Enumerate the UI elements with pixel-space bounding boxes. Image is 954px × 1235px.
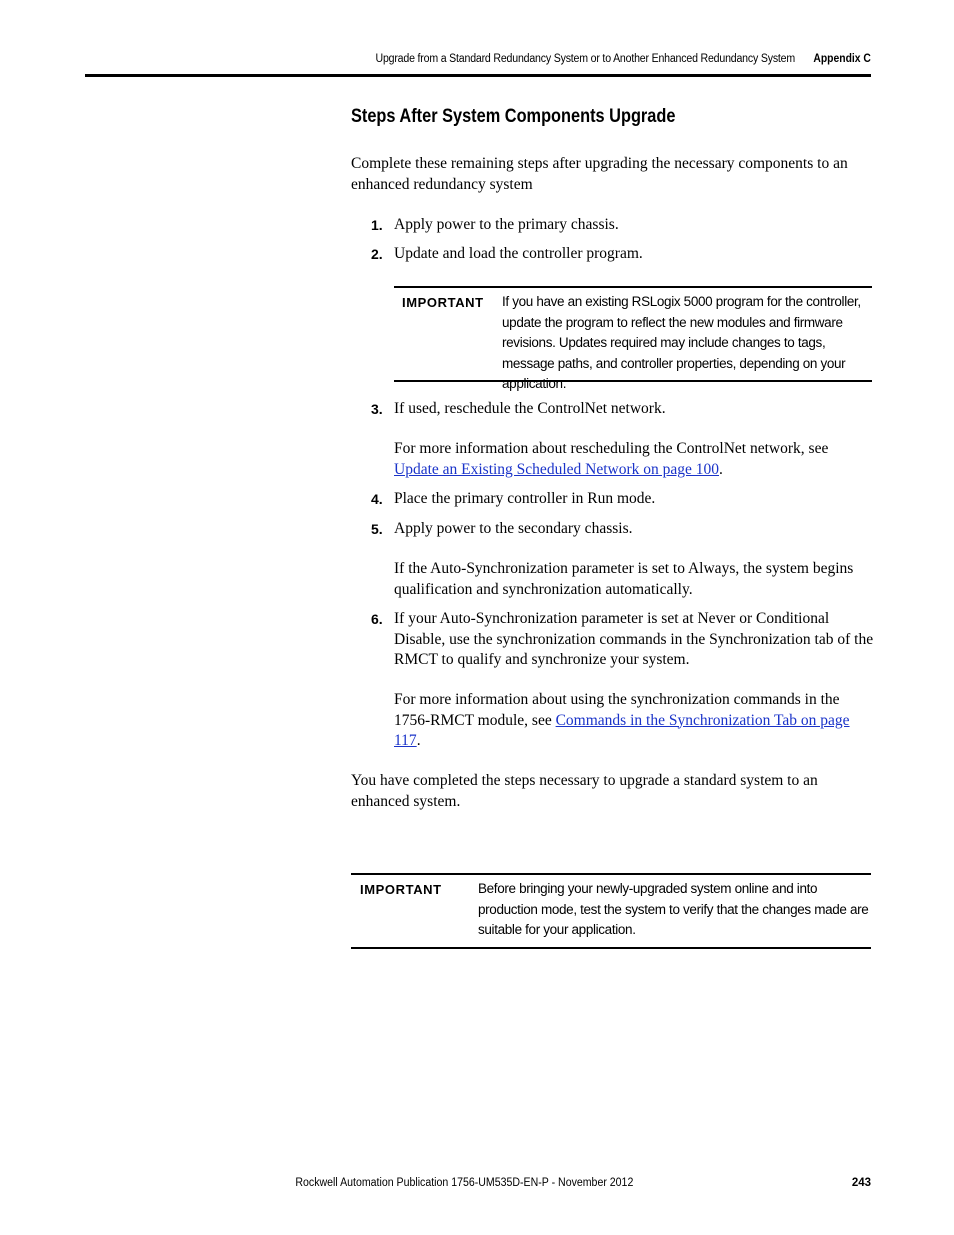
header-title: Upgrade from a Standard Redundancy System or to Another Enhanced Redundancy System <box>375 53 795 65</box>
step-number: 6. <box>371 611 383 627</box>
step-text: If used, reschedule the ControlNet network. <box>394 400 666 417</box>
more-info-text: For more information about rescheduling the ControlNet network, see <box>394 440 829 457</box>
header-appendix: Appendix C <box>813 53 871 65</box>
important-text: Before bringing your newly-upgraded system online and into production mode, test the system to verify that the changes made are suitable for your application. <box>478 881 869 937</box>
step-number: 5. <box>371 521 383 537</box>
step-6-more-info <box>394 690 872 752</box>
more-info-text: For more information about using the synchronization commands in the 1756-RMCT module, see <box>394 691 840 729</box>
step-5-more-info: If the Auto-Synchronization parameter is set to Always, the system begins qualification and synchronization automatically. <box>394 560 854 598</box>
important-note <box>351 873 871 949</box>
cross-reference-link[interactable]: Commands in the Synchronization Tab on page 117 <box>394 711 850 749</box>
step-text: Apply power to the primary chassis. <box>394 216 619 233</box>
step-number: 4. <box>371 491 383 507</box>
section-title: Steps After System Components Upgrade <box>351 106 676 127</box>
header-rule <box>85 74 871 77</box>
step-3-more-info <box>394 439 872 480</box>
page-footer <box>0 1176 871 1194</box>
step-number: 2. <box>371 246 383 262</box>
step-text: Update and load the controller program. <box>394 245 643 262</box>
step-number: 1. <box>371 217 383 233</box>
page-number: 243 <box>851 1177 871 1189</box>
intro-paragraph: Complete these remaining steps after upgrading the necessary components to an enhanced redundancy system <box>351 155 848 193</box>
page-header <box>0 52 871 70</box>
important-text: If you have an existing RSLogix 5000 program for the controller, update the program to reflect the new modules and firmware revisions. Updates required may include changes to tags, message paths, and controller properties, depending on your application. <box>502 294 861 391</box>
more-info-suffix: . <box>719 460 723 478</box>
step-number: 3. <box>371 401 383 417</box>
conclusion-paragraph: You have completed the steps necessary to upgrade a standard system to an enhanced system. <box>351 772 818 810</box>
important-label: IMPORTANT <box>402 295 484 310</box>
more-info-suffix: . <box>416 732 421 749</box>
step-text: If your Auto-Synchronization parameter is set at Never or Conditional Disable, use the synchronization commands in the Synchronization tab of the RMCT to qualify and synchronize your system. <box>394 610 874 668</box>
step-text: Place the primary controller in Run mode. <box>394 490 656 507</box>
cross-reference-link[interactable]: Update an Existing Scheduled Network on page 100 <box>394 460 719 478</box>
publication-info: Rockwell Automation Publication 1756-UM535D-EN-P - November 2012 <box>295 1177 633 1189</box>
important-note <box>394 286 872 391</box>
important-label: IMPORTANT <box>360 882 442 897</box>
step-text: Apply power to the secondary chassis. <box>394 520 633 537</box>
